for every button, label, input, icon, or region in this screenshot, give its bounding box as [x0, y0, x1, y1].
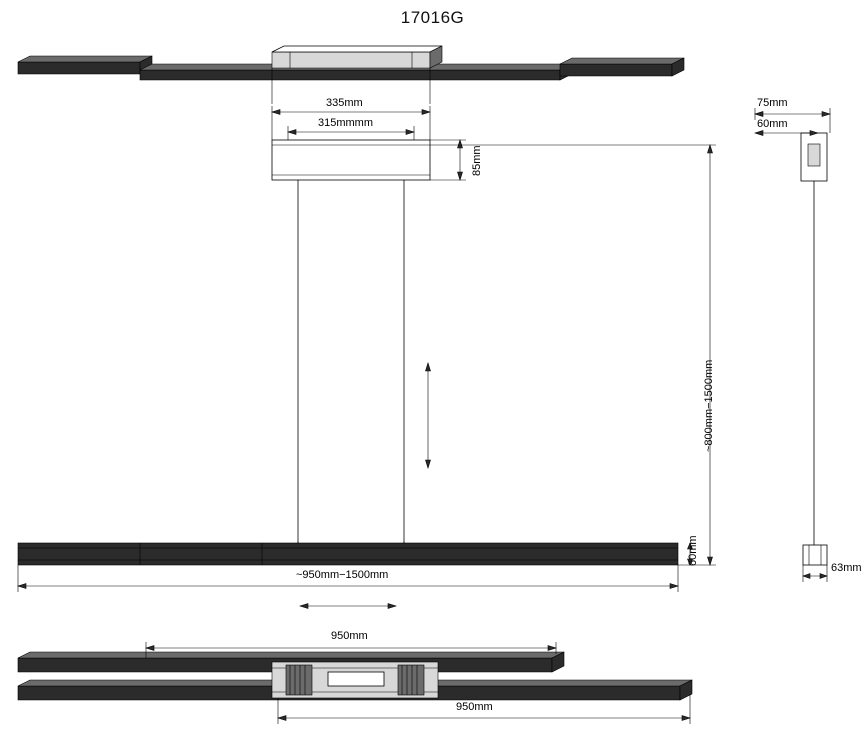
- dimension-fixture-height: 60mm: [687, 535, 699, 566]
- dimension-side-body-depth: 63mm: [831, 562, 862, 574]
- dimension-canopy-width-inner: 315mmmm: [318, 117, 374, 129]
- top-perspective-view: [18, 46, 684, 104]
- suspension-cables: [296, 180, 431, 547]
- dimension-canopy-width-outer: 335mm: [326, 97, 363, 109]
- dimension-suspension-range: ~800mm−1500mm: [703, 359, 715, 452]
- suspension-height-dimension: [430, 145, 716, 565]
- drawing-title: 17016G: [400, 8, 465, 27]
- dimension-side-canopy-inner: 60mm: [757, 118, 788, 130]
- dimension-plan-length-top: 950mm: [331, 630, 368, 642]
- bottom-plan-view: [18, 642, 692, 724]
- dimension-side-canopy-width: 75mm: [757, 97, 788, 109]
- side-elevation-view: [755, 108, 830, 582]
- dimension-plan-length-bottom: 950mm: [456, 701, 493, 713]
- dimension-canopy-height: 85mm: [471, 145, 483, 176]
- dimension-fixture-length-range: ~950mm−1500mm: [296, 569, 389, 581]
